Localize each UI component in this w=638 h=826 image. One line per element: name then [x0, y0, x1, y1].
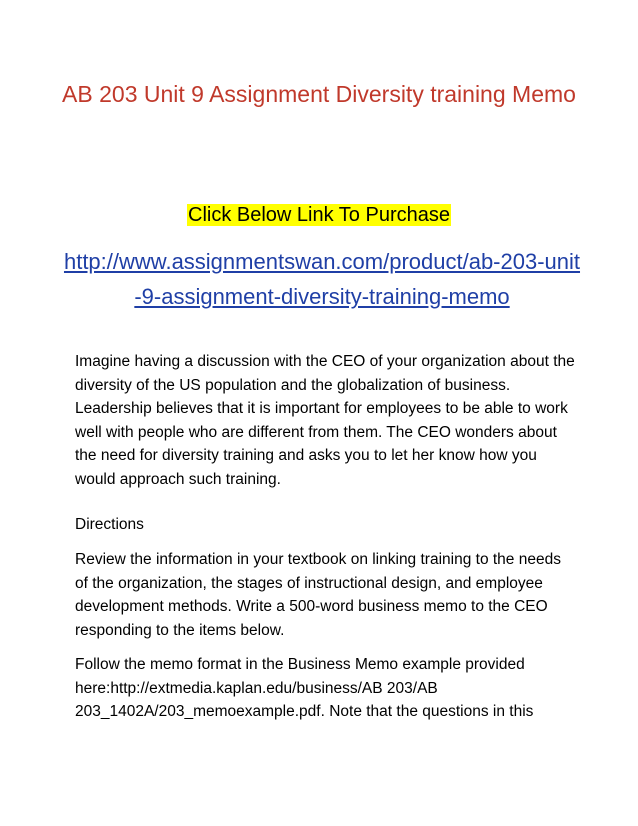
intro-paragraph: Imagine having a discussion with the CEO of your organization about the diversity of the US population and the globalization of business. Leadership believes that it is important for employees to be able to work well with people who are different from them. The CEO wonders about the need for diversity training and asks you to let her know how you would approach such training. — [75, 353, 575, 488]
product-link[interactable]: http://www.assignmentswan.com/product/ab-203-unit-9-assignment-diversity-training-memo — [63, 249, 581, 309]
purchase-label: Click Below Link To Purchase — [188, 204, 450, 226]
review-paragraph: Review the information in your textbook on linking training to the needs of the organization, the stages of instructional design, and employee development methods. Write a 500-word business memo to the CEO responding to the items below. — [75, 551, 561, 639]
document-title: AB 203 Unit 9 Assignment Diversity training Memo — [62, 81, 576, 107]
directions-heading: Directions — [75, 516, 144, 533]
follow-paragraph: Follow the memo format in the Business Memo example provided here:http://extmedia.kaplan.edu/business/AB 203/AB 203_1402A/203_memoexample.pdf. Note that the questions in this — [75, 656, 534, 720]
purchase-callout — [0, 201, 638, 229]
